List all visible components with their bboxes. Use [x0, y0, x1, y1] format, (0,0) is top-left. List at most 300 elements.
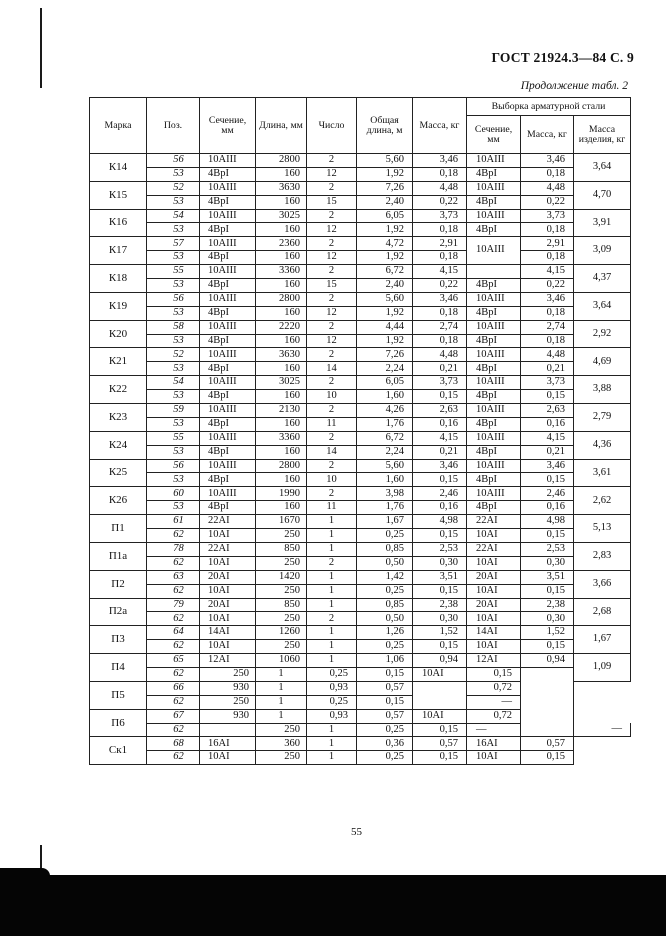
table-row	[90, 154, 631, 168]
mass-cell: 0,15	[413, 473, 467, 487]
count-cell: 12	[307, 334, 357, 348]
length-cell: 2360	[256, 237, 307, 251]
length-cell: 1420	[256, 570, 307, 584]
length-cell: 1060	[256, 654, 307, 668]
selection-section-cell: 4BpI	[467, 223, 521, 237]
count-cell: 2	[307, 404, 357, 418]
table-row	[90, 376, 631, 390]
mass-cell: 3,46	[413, 154, 467, 168]
section-cell: 4BpI	[200, 167, 256, 181]
length-cell: 930	[200, 681, 256, 695]
selection-mass-cell: 3,46	[521, 292, 574, 306]
table-row	[90, 404, 631, 418]
selection-section-cell: 4BpI	[467, 501, 521, 515]
position-cell: 62	[147, 529, 200, 543]
count-cell: 15	[307, 279, 357, 293]
length-cell: 2800	[256, 459, 307, 473]
length-cell: 2800	[256, 154, 307, 168]
selection-section-cell: 10AIII	[467, 487, 521, 501]
table-row	[90, 279, 631, 293]
table-row	[90, 237, 631, 251]
table-row	[90, 306, 631, 320]
mass-cell: 0,15	[413, 723, 467, 737]
selection-mass-cell: 3,73	[521, 376, 574, 390]
selection-mass-cell: 0,16	[521, 501, 574, 515]
table-row	[90, 473, 631, 487]
total-length-cell: 6,72	[357, 265, 413, 279]
length-cell: 1670	[256, 515, 307, 529]
selection-mass-cell: 0,15	[521, 584, 574, 598]
product-mass-cell: 3,64	[574, 292, 631, 320]
table-row	[90, 251, 631, 265]
product-mass-cell: 2,79	[574, 404, 631, 432]
length-cell: 3360	[256, 265, 307, 279]
mass-cell: 2,91	[413, 237, 467, 251]
selection-section-cell: 4BpI	[467, 334, 521, 348]
mass-cell: 0,15	[357, 695, 413, 709]
table-row	[90, 584, 631, 598]
selection-section-cell: 10AIII	[467, 237, 521, 265]
mass-cell: 0,22	[413, 195, 467, 209]
count-cell: 1	[307, 626, 357, 640]
header-section: Сечение, мм	[200, 98, 256, 154]
section-cell: 4BpI	[200, 279, 256, 293]
table-row	[90, 320, 631, 334]
length-cell: 1260	[256, 626, 307, 640]
section-cell: 10AIII	[200, 181, 256, 195]
position-cell: 53	[147, 279, 200, 293]
length-cell: 850	[256, 542, 307, 556]
count-cell: 12	[307, 251, 357, 265]
mass-cell: 1,52	[413, 626, 467, 640]
section-cell: 10AIII	[200, 348, 256, 362]
length-cell: 2220	[256, 320, 307, 334]
selection-section-cell: 4BpI	[467, 390, 521, 404]
table-row	[90, 445, 631, 459]
selection-mass-cell: 0,15	[521, 751, 574, 765]
position-cell: 56	[147, 154, 200, 168]
section-cell: 4BpI	[200, 251, 256, 265]
selection-section-cell: 10AIII	[467, 292, 521, 306]
table-row	[90, 612, 631, 626]
mass-cell: 0,22	[413, 279, 467, 293]
mass-cell: 2,38	[413, 598, 467, 612]
length-cell: 250	[256, 529, 307, 543]
selection-mass-cell: 2,74	[521, 320, 574, 334]
mass-cell: 0,15	[413, 390, 467, 404]
total-length-cell: 6,72	[357, 431, 413, 445]
count-cell: 2	[307, 376, 357, 390]
table-row	[90, 292, 631, 306]
length-cell: 3630	[256, 348, 307, 362]
count-cell: 1	[307, 515, 357, 529]
selection-mass-cell: 0,18	[521, 251, 574, 265]
position-cell: 53	[147, 334, 200, 348]
length-cell: 250	[200, 667, 256, 681]
position-cell: 79	[147, 598, 200, 612]
length-cell: 250	[200, 695, 256, 709]
selection-section-cell: 10AIII	[467, 320, 521, 334]
position-cell: 53	[147, 362, 200, 376]
total-length-cell: 1,92	[357, 306, 413, 320]
mass-cell: 4,15	[413, 265, 467, 279]
selection-section-cell: 10AI	[467, 584, 521, 598]
selection-section-cell: 4BpI	[467, 195, 521, 209]
mass-cell: 3,73	[413, 376, 467, 390]
length-cell: 3360	[256, 431, 307, 445]
total-length-cell: 2,40	[357, 279, 413, 293]
mark-cell: К21	[90, 348, 147, 376]
total-length-cell: 1,60	[357, 390, 413, 404]
table-row	[90, 459, 631, 473]
count-cell: 2	[307, 459, 357, 473]
selection-mass-cell: 0,15	[521, 390, 574, 404]
section-cell: 10AI	[200, 640, 256, 654]
selection-section-cell: 4BpI	[467, 473, 521, 487]
mark-cell: К15	[90, 181, 147, 209]
product-mass-cell: 2,92	[574, 320, 631, 348]
table-row	[90, 626, 631, 640]
length-cell: 160	[256, 417, 307, 431]
position-cell: 78	[147, 542, 200, 556]
length-cell: 250	[256, 751, 307, 765]
section-cell: 10AIII	[200, 265, 256, 279]
position-cell: 53	[147, 390, 200, 404]
product-mass-cell: 4,70	[574, 181, 631, 209]
selection-section-cell: 4BpI	[467, 445, 521, 459]
section-cell: 12AI	[200, 654, 256, 668]
section-cell: 4BpI	[200, 501, 256, 515]
section-cell: 10AI	[200, 529, 256, 543]
section-cell: 4BpI	[200, 334, 256, 348]
count-cell: 1	[307, 640, 357, 654]
position-cell: 53	[147, 417, 200, 431]
mass-cell: 0,30	[413, 612, 467, 626]
count-cell: 14	[307, 362, 357, 376]
section-cell: 10AI	[200, 612, 256, 626]
position-cell: 61	[147, 515, 200, 529]
selection-mass-cell: —	[467, 695, 521, 709]
length-cell: 160	[256, 501, 307, 515]
mass-cell: 4,48	[413, 348, 467, 362]
header-selection-section: Сечение, мм	[467, 116, 521, 154]
mass-cell: 0,30	[413, 556, 467, 570]
count-cell: 2	[307, 209, 357, 223]
selection-mass-cell: 1,52	[521, 626, 574, 640]
mass-cell: 0,94	[413, 654, 467, 668]
length-cell: 160	[256, 306, 307, 320]
mark-cell: К19	[90, 292, 147, 320]
selection-section-cell: 4BpI	[467, 167, 521, 181]
selection-mass-cell: 0,15	[467, 667, 521, 681]
selection-section-cell: 22AI	[467, 515, 521, 529]
mark-cell: П2	[90, 570, 147, 598]
section-cell: 20AI	[200, 598, 256, 612]
table-row	[90, 556, 631, 570]
product-mass-cell: 1,67	[574, 626, 631, 654]
count-cell: 1	[307, 751, 357, 765]
mass-cell: 0,57	[357, 709, 413, 723]
section-cell: 4BpI	[200, 390, 256, 404]
selection-mass-cell: 0,72	[467, 681, 521, 695]
selection-mass-cell: 0,18	[521, 167, 574, 181]
position-cell: 68	[147, 737, 200, 751]
selection-mass-cell: 0,94	[521, 654, 574, 668]
mass-cell: 0,15	[413, 529, 467, 543]
selection-mass-cell: 0,18	[521, 306, 574, 320]
product-mass-cell: 2,83	[574, 542, 631, 570]
position-cell: 53	[147, 501, 200, 515]
table-row	[90, 362, 631, 376]
position-cell: 56	[147, 459, 200, 473]
selection-section-cell: 10AIII	[467, 404, 521, 418]
count-cell: 1	[256, 667, 307, 681]
document-header-title: ГОСТ 21924.3—84 С. 9	[491, 50, 634, 65]
count-cell: 10	[307, 473, 357, 487]
length-cell: 2800	[256, 292, 307, 306]
section-cell	[200, 723, 256, 737]
position-cell: 62	[147, 640, 200, 654]
position-cell: 63	[147, 570, 200, 584]
count-cell: 1	[256, 709, 307, 723]
total-length-cell: 0,25	[357, 529, 413, 543]
section-cell: 4BpI	[200, 473, 256, 487]
mark-cell: К25	[90, 459, 147, 487]
table-row	[90, 681, 631, 695]
position-cell: 53	[147, 473, 200, 487]
length-cell: 250	[256, 723, 307, 737]
total-length-cell: 0,25	[357, 640, 413, 654]
table-row	[90, 167, 631, 181]
length-cell: 160	[256, 473, 307, 487]
section-cell: 4BpI	[200, 417, 256, 431]
total-length-cell: 1,92	[357, 334, 413, 348]
mass-cell: 0,18	[413, 306, 467, 320]
total-length-cell: 0,25	[357, 751, 413, 765]
count-cell: 1	[307, 529, 357, 543]
mass-cell: 4,48	[413, 181, 467, 195]
table-row	[90, 529, 631, 543]
section-cell: 14AI	[200, 626, 256, 640]
total-length-cell: 0,25	[307, 695, 357, 709]
selection-section-cell: 10AIII	[467, 431, 521, 445]
selection-section-cell	[467, 265, 521, 279]
table-row	[90, 667, 631, 681]
header-length: Длина, мм	[256, 98, 307, 154]
header-mass: Масса, кг	[413, 98, 467, 154]
count-cell: 15	[307, 195, 357, 209]
selection-mass-cell: 0,22	[521, 279, 574, 293]
total-length-cell: 2,40	[357, 195, 413, 209]
table-row	[90, 570, 631, 584]
selection-mass-cell: 4,98	[521, 515, 574, 529]
selection-mass-cell: 2,91	[521, 237, 574, 251]
total-length-cell: 7,26	[357, 348, 413, 362]
mass-cell: 0,21	[413, 362, 467, 376]
length-cell: 160	[256, 251, 307, 265]
table-row	[90, 431, 631, 445]
position-cell: 65	[147, 654, 200, 668]
header-total-length: Общая длина, м	[357, 98, 413, 154]
selection-section-cell	[413, 681, 467, 709]
mark-cell: К23	[90, 404, 147, 432]
mass-cell: 3,73	[413, 209, 467, 223]
table-row	[90, 501, 631, 515]
table-row	[90, 751, 631, 765]
position-cell: 62	[147, 556, 200, 570]
header-product-mass: Масса изделия, кг	[574, 116, 631, 154]
product-mass-cell: 3,66	[574, 570, 631, 598]
position-cell: 62	[147, 695, 200, 709]
product-mass-cell: 3,61	[574, 459, 631, 487]
total-length-cell: 1,76	[357, 417, 413, 431]
table-row	[90, 209, 631, 223]
length-cell: 160	[256, 223, 307, 237]
section-cell: 4BpI	[200, 223, 256, 237]
position-cell: 62	[147, 667, 200, 681]
selection-mass-cell: 2,53	[521, 542, 574, 556]
selection-mass-cell: 4,48	[521, 348, 574, 362]
position-cell: 54	[147, 376, 200, 390]
total-length-cell: 0,25	[357, 584, 413, 598]
mass-cell: 2,46	[413, 487, 467, 501]
selection-mass-cell: 2,38	[521, 598, 574, 612]
position-cell: 66	[147, 681, 200, 695]
length-cell: 3025	[256, 209, 307, 223]
mark-cell: К26	[90, 487, 147, 515]
mass-cell: 3,46	[413, 292, 467, 306]
table-row	[90, 195, 631, 209]
count-cell: 2	[307, 348, 357, 362]
section-cell: 10AIII	[200, 431, 256, 445]
mark-cell: К22	[90, 376, 147, 404]
selection-mass-cell: 4,15	[521, 265, 574, 279]
length-cell: 160	[256, 167, 307, 181]
section-cell: 20AI	[200, 570, 256, 584]
mass-cell: 0,15	[413, 584, 467, 598]
count-cell: 2	[307, 154, 357, 168]
section-cell: 10AIII	[200, 376, 256, 390]
mass-cell: 0,15	[413, 751, 467, 765]
table-row	[90, 417, 631, 431]
count-cell: 2	[307, 612, 357, 626]
total-length-cell: 5,60	[357, 292, 413, 306]
total-length-cell: 4,72	[357, 237, 413, 251]
mark-cell: Ск1	[90, 737, 147, 765]
total-length-cell: 1,60	[357, 473, 413, 487]
count-cell: 11	[307, 417, 357, 431]
length-cell: 930	[200, 709, 256, 723]
mass-cell: 0,18	[413, 223, 467, 237]
total-length-cell: 4,44	[357, 320, 413, 334]
section-cell: 16AI	[200, 737, 256, 751]
selection-section-cell: 16AI	[467, 737, 521, 751]
mark-cell: П3	[90, 626, 147, 654]
reinforcement-table	[89, 97, 631, 765]
selection-section-cell: 10AIII	[467, 181, 521, 195]
section-cell: 4BpI	[200, 195, 256, 209]
total-length-cell: 0,93	[307, 681, 357, 695]
page-number: 55	[351, 826, 362, 838]
position-cell: 60	[147, 487, 200, 501]
mass-cell: 3,46	[413, 459, 467, 473]
product-mass-cell: 4,69	[574, 348, 631, 376]
selection-mass-cell: 0,30	[521, 612, 574, 626]
product-mass-cell: 4,36	[574, 431, 631, 459]
header-steel-selection: Выборка арматурной стали	[467, 98, 631, 116]
count-cell: 12	[307, 306, 357, 320]
selection-section-cell: 10AIII	[467, 376, 521, 390]
total-length-cell: 0,25	[307, 667, 357, 681]
table-continuation-label: Продолжение табл. 2	[520, 80, 628, 92]
length-cell: 250	[256, 556, 307, 570]
mark-cell: П4	[90, 654, 147, 682]
mass-cell: 0,57	[357, 681, 413, 695]
mass-cell: 0,16	[413, 417, 467, 431]
total-length-cell: 5,60	[357, 154, 413, 168]
header-selection-mass: Масса, кг	[521, 116, 574, 154]
table-row	[90, 737, 631, 751]
table-row	[90, 640, 631, 654]
position-cell: 57	[147, 237, 200, 251]
total-length-cell: 0,93	[307, 709, 357, 723]
total-length-cell: 1,67	[357, 515, 413, 529]
selection-section-cell: 10AIII	[467, 209, 521, 223]
table-row	[90, 334, 631, 348]
product-mass-cell	[521, 681, 574, 737]
left-margin-line-top	[40, 8, 42, 88]
length-cell: 360	[256, 737, 307, 751]
header-count: Число	[307, 98, 357, 154]
position-cell: 62	[147, 584, 200, 598]
total-length-cell: 1,42	[357, 570, 413, 584]
position-cell: 55	[147, 265, 200, 279]
mass-cell: 2,53	[413, 542, 467, 556]
section-cell: 22AI	[200, 515, 256, 529]
header-position: Поз.	[147, 98, 200, 154]
header-mark: Марка	[90, 98, 147, 154]
total-length-cell: 1,06	[357, 654, 413, 668]
selection-section-cell: 4BpI	[467, 417, 521, 431]
mark-cell: К20	[90, 320, 147, 348]
mark-cell: К16	[90, 209, 147, 237]
mass-cell: 0,16	[413, 501, 467, 515]
mark-cell: К14	[90, 154, 147, 182]
total-length-cell: 0,85	[357, 542, 413, 556]
position-cell: 53	[147, 306, 200, 320]
mass-cell: 0,21	[413, 445, 467, 459]
total-length-cell: 3,98	[357, 487, 413, 501]
total-length-cell: 0,25	[357, 723, 413, 737]
section-cell: 4BpI	[200, 445, 256, 459]
position-cell: 59	[147, 404, 200, 418]
product-mass-cell: 3,64	[574, 154, 631, 182]
product-mass-cell: 3,91	[574, 209, 631, 237]
count-cell: 14	[307, 445, 357, 459]
mass-cell: 4,98	[413, 515, 467, 529]
mark-cell: К17	[90, 237, 147, 265]
selection-mass-cell: 3,51	[521, 570, 574, 584]
count-cell: 2	[307, 320, 357, 334]
mark-cell: П1	[90, 515, 147, 543]
length-cell: 160	[256, 390, 307, 404]
selection-section-cell: 10AI	[413, 709, 467, 723]
table-row	[90, 181, 631, 195]
section-cell: 10AI	[200, 751, 256, 765]
length-cell: 160	[256, 195, 307, 209]
total-length-cell: 1,76	[357, 501, 413, 515]
count-cell: 2	[307, 292, 357, 306]
